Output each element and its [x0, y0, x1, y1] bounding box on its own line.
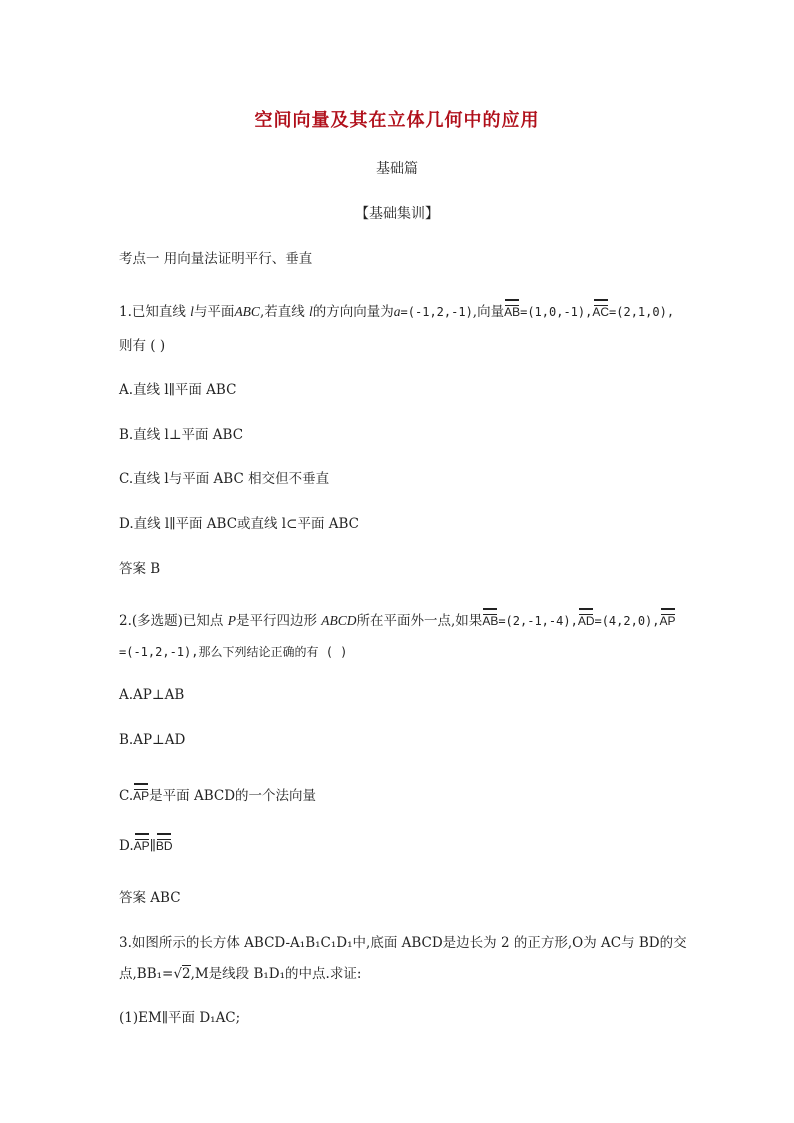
- q2-vector-ab: AB: [482, 614, 499, 628]
- topic-heading: 考点一 用向量法证明平行、垂直: [119, 251, 313, 267]
- page-subtitle: 基础篇: [376, 161, 418, 177]
- q1-plane-abc: ABC: [234, 304, 260, 319]
- sqrt-symbol: √: [173, 966, 182, 982]
- q1-vector-ac: AC: [592, 305, 610, 319]
- q1-var-l: l: [309, 304, 313, 319]
- q2-option-c-vector: AP: [133, 789, 150, 803]
- q2-option-a: A.AP⊥AB: [119, 687, 185, 703]
- q2-option-b: B.AP⊥AD: [119, 732, 186, 748]
- q2-point-p: P: [227, 613, 236, 628]
- q2-stem-line1: [119, 609, 676, 629]
- q3-part1: (1)EM∥平面 D₁AC;: [119, 1010, 241, 1026]
- q1-vector-ab-value: =(1,0,-1),: [520, 305, 593, 319]
- section-heading: 【基础集训】: [355, 206, 439, 222]
- q1-stem-line1: [119, 300, 674, 320]
- q1-option-b: B.直线 l⊥平面 ABC: [119, 427, 244, 443]
- q2-text: 2.(多选题)已知点: [119, 613, 228, 629]
- q1-text: 的方向向量为: [312, 304, 394, 320]
- q1-text: ,若直线: [259, 304, 310, 320]
- q2-option-c: [119, 784, 316, 804]
- q2-option-c-text: 是平面 ABCD的一个法向量: [149, 788, 317, 804]
- q2-option-d-prefix: D.: [119, 838, 134, 854]
- page-title: 空间向量及其在立体几何中的应用: [254, 110, 540, 131]
- q1-var-l: l: [190, 304, 194, 319]
- q1-text: 与平面: [193, 304, 235, 320]
- q3-text: 点,BB₁=: [119, 966, 174, 982]
- q3-stem-line1: 3.如图所示的长方体 ABCD-A₁B₁C₁D₁中,底面 ABCD是边长为 2 的正方形,O为 AC与 BD的交: [119, 935, 687, 951]
- q2-option-d-parallel: ∥: [149, 838, 156, 854]
- q2-vector-ad-value: =(4,2,0),: [594, 614, 660, 628]
- q1-text: ,向量: [472, 304, 505, 320]
- q3-sqrt-argument: 2: [181, 966, 191, 982]
- q2-text: 是平行四边形: [235, 613, 322, 629]
- q1-text: 1.已知直线: [119, 304, 191, 320]
- q1-vector-ac-value: =(2,1,0),: [609, 305, 675, 319]
- q2-option-d: [119, 838, 173, 854]
- q1-option-c: C.直线 l与平面 ABC 相交但不垂直: [119, 471, 330, 487]
- q1-vector-ab: AB: [504, 305, 521, 319]
- q3-stem-line2: [119, 962, 361, 982]
- q2-option-d-vector-bd: BD: [155, 839, 173, 853]
- q2-vector-ad: AD: [577, 614, 595, 628]
- q2-option-c-prefix: C.: [119, 788, 134, 804]
- q2-option-d-vector-ap: AP: [133, 839, 150, 853]
- q3-text: ,M是线段 B₁D₁的中点.求证:: [190, 966, 362, 982]
- q2-vector-ap: AP: [659, 614, 676, 628]
- q1-var-a: a: [393, 304, 401, 319]
- q2-answer: 答案 ABC: [119, 890, 181, 906]
- q1-option-d: D.直线 l∥平面 ABC或直线 l⊂平面 ABC: [119, 516, 359, 532]
- q2-vector-ab-value: =(2,-1,-4),: [498, 614, 578, 628]
- q2-stem-line2: =(-1,2,-1),那么下列结论正确的有 ( ): [119, 645, 348, 659]
- q1-option-a: A.直线 l∥平面 ABC: [119, 382, 237, 398]
- q2-text: 所在平面外一点,如果: [356, 613, 483, 629]
- q1-stem-line2: 则有 ( ): [119, 338, 166, 354]
- q1-answer: 答案 B: [119, 561, 161, 577]
- q2-quad-abcd: ABCD: [321, 613, 357, 628]
- q1-vector-a-value: =(-1,2,-1): [400, 305, 473, 319]
